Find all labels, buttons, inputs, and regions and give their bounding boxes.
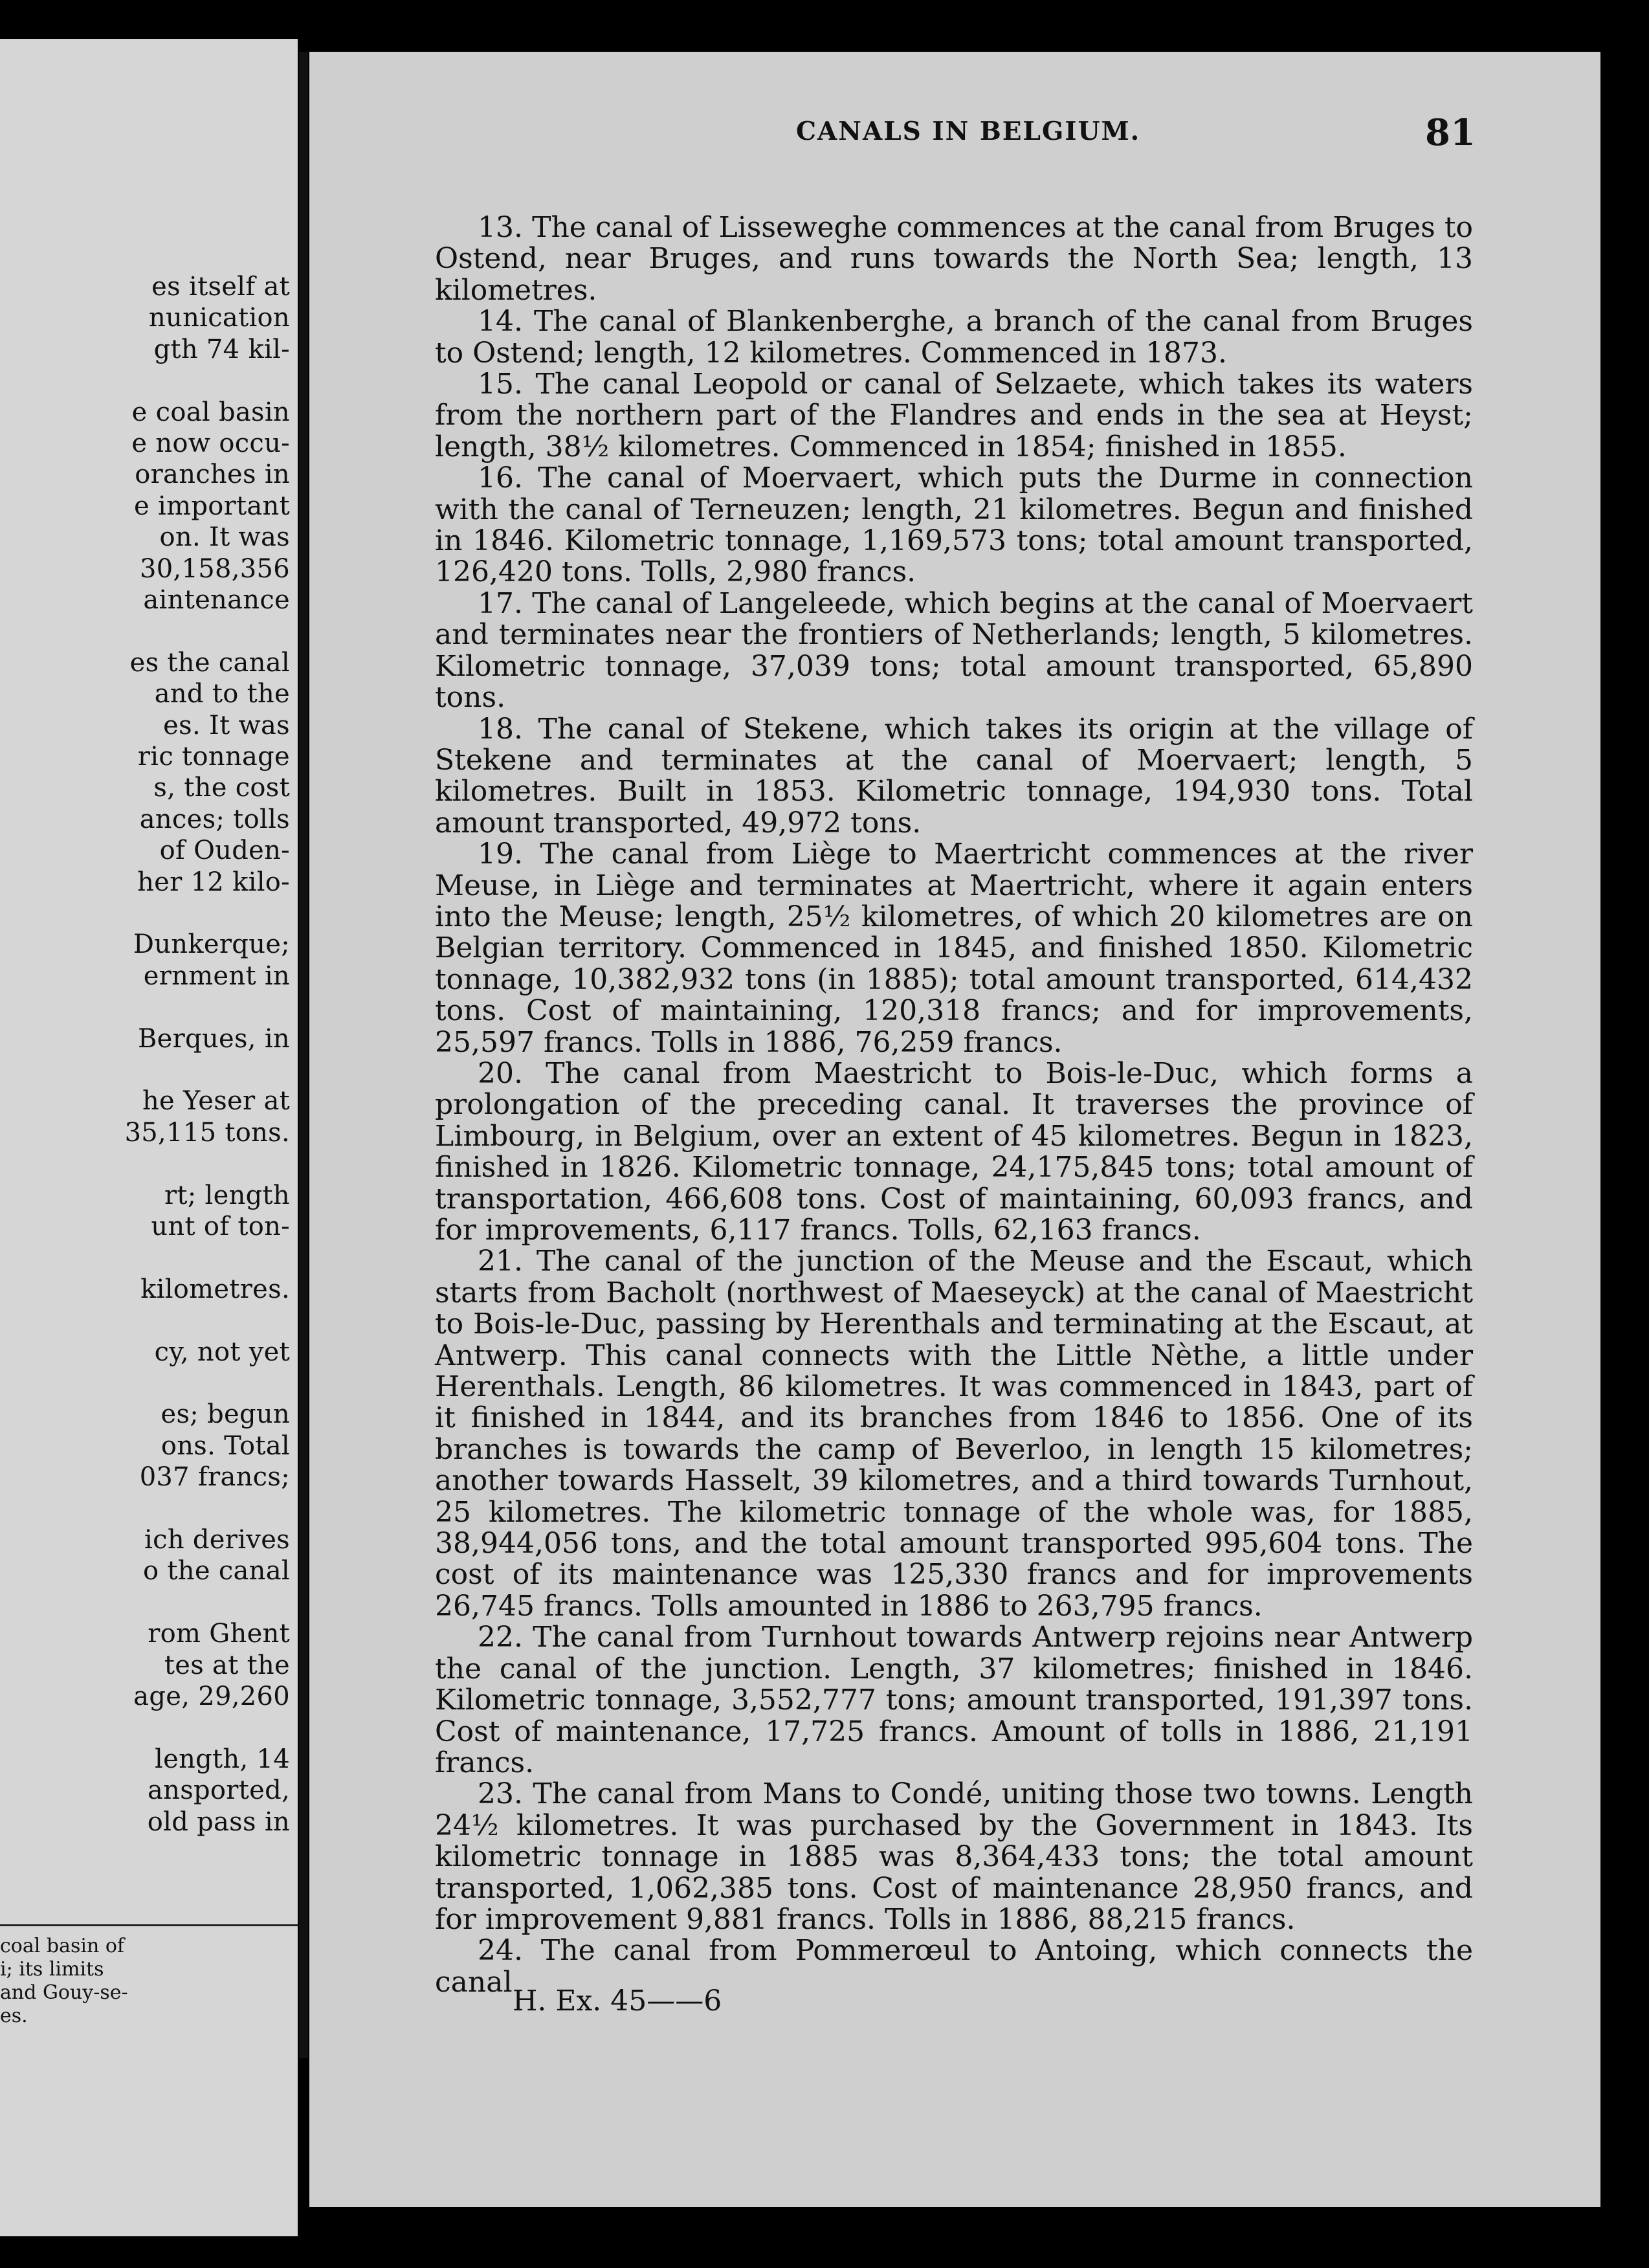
left-line-fragment: age, 29,260 xyxy=(133,1682,290,1711)
left-line-fragment: 30,158,356 xyxy=(139,553,290,584)
left-footnote-line: coal basin of xyxy=(0,1935,124,1957)
left-footnote-line: es. xyxy=(0,2005,28,2027)
left-footnote-line: i; its limits xyxy=(0,1958,104,1981)
book-spine xyxy=(299,52,308,2058)
paragraph-20: 20. The canal from Maestricht to Bois-le-Duc, which forms a prolongation of the preceding canal. It traverses the province of Limbourg, in Belgium, over an extent of 45 kilometres. Begun in 1823, finished in 1826. Kilometric tonnage, 24,175,845 tons; total amount of transportation, 466,608 tons. Cost of maintaining, 60,093 francs, and for improvements, 6,117 francs. Tolls, 62,163 francs. xyxy=(435,1056,1473,1247)
left-line-fragment: Berques, in xyxy=(137,1023,290,1054)
left-line-fragment: he Yeser at xyxy=(142,1086,290,1117)
left-line-fragment: and to the xyxy=(154,679,290,709)
left-line-fragment: nunication xyxy=(148,303,290,333)
left-footnote-line: and Gouy-se- xyxy=(0,1981,128,2004)
printer-signature: H. Ex. 45——6 xyxy=(513,1984,722,2018)
paragraph-14: 14. The canal of Blankenberghe, a branch of the canal from Bruges to Ostend; length, 12 kilometres. Commenced in 1873. xyxy=(435,305,1473,370)
paragraph-18: 18. The canal of Stekene, which takes its origin at the village of Stekene and terminates at the canal of Moervaert; length, 5 kilometres. Built in 1853. Kilometric tonnage, 194,930 tons. Total amount transported, 49,972 tons. xyxy=(435,712,1473,839)
left-line-fragment: ernment in xyxy=(143,961,290,991)
left-line-fragment: aintenance xyxy=(143,585,290,615)
left-line-fragment: e important xyxy=(134,491,290,521)
left-line-fragment: o the canal xyxy=(143,1556,290,1586)
page-body xyxy=(435,212,1473,1998)
paragraph-15: 15. The canal Leopold or canal of Selzaete, which takes its waters from the northern part of the Flandres and ends in the sea at Heyst; length, 38½ kilometres. Commenced in 1854; finished in 1855. xyxy=(435,368,1473,463)
left-line-fragment: ansported, xyxy=(147,1775,290,1806)
paragraph-19: 19. The canal from Liège to Maertricht commences at the river Meuse, in Liège and terminates at Maertricht, where it again enters into the Meuse; length, 25½ kilometres, of which 20 kilometres are on Belgian territory. Commenced in 1845, and finished 1850. Kilometric tonnage, 10,382,932 tons (in 1885); total amount transported, 614,432 tons. Cost of maintaining, 120,318 francs; and for improvements, 25,597 francs. Tolls in 1886, 76,259 francs. xyxy=(435,838,1473,1059)
left-line-fragment: e coal basin xyxy=(131,397,290,427)
paragraph-23: 23. The canal from Mans to Condé, uniting those two towns. Length 24½ kilometres. It was purchased by the Government in 1843. Its kilometric tonnage in 1885 was 8,364,433 tons; the total amount transported, 1,062,385 tons. Cost of maintenance 28,950 francs, and for improvement 9,881 francs. Tolls in 1886, 88,215 francs. xyxy=(435,1777,1473,1936)
left-line-fragment: on. It was xyxy=(159,522,290,553)
left-line-fragment: ich derives xyxy=(144,1525,290,1555)
left-line-fragment: Dunkerque; xyxy=(133,929,290,960)
paragraph-22: 22. The canal from Turnhout towards Antwerp rejoins near Antwerp the canal of the junction. Length, 37 kilometres; finished in 1846. Kilometric tonnage, 3,552,777 tons; amount transported, 191,397 tons. Cost of maintenance, 17,725 francs. Amount of tolls in 1886, 21,191 francs. xyxy=(435,1621,1473,1779)
left-line-fragment: of Ouden- xyxy=(159,836,290,866)
left-line-fragment: ons. Total xyxy=(160,1430,290,1461)
paragraph-21: 21. The canal of the junction of the Meuse and the Escaut, which starts from Bacholt (northwest of Maeseyck) at the canal of Maestricht to Bois-le-Duc, passing by Herenthals and terminating at the Escaut, at Antwerp. This canal connects with the Little Nèthe, a little under Herenthals. Length, 86 kilometres. It was commenced in 1843, part of it finished in 1844, and its branches from 1846 to 1856. One of its branches is towards the camp of Beverloo, in length 15 kilometres; another towards Hasselt, 39 kilometres, and a third towards Turnhout, 25 kilometres. The kilometric tonnage of the whole was, for 1885, 38,944,056 tons, and the total amount transported 995,604 tons. The cost of its maintenance was 125,330 francs and for improvements 26,745 francs. Tolls amounted in 1886 to 263,795 francs. xyxy=(435,1245,1473,1623)
paragraph-13: 13. The canal of Lisseweghe commences at the canal from Bruges to Ostend, near Bruges, and runs towards the North Sea; length, 13 kilometres. xyxy=(435,211,1473,307)
left-line-fragment: oranches in xyxy=(135,460,290,490)
left-line-fragment: her 12 kilo- xyxy=(137,867,290,897)
left-line-fragment: kilometres. xyxy=(140,1274,290,1304)
page-header xyxy=(309,111,1600,159)
left-line-fragment: gth 74 kil- xyxy=(153,334,290,364)
left-line-fragment: e now occu- xyxy=(131,428,290,458)
left-line-fragment: ric tonnage xyxy=(137,742,290,772)
left-line-fragment: cy, not yet xyxy=(154,1337,290,1367)
left-line-fragment: es. It was xyxy=(163,710,290,740)
left-line-fragment: es; begun xyxy=(160,1399,290,1430)
footnote-rule xyxy=(0,1924,298,1926)
paragraph-17: 17. The canal of Langeleede, which begins at the canal of Moervaert and terminates near the frontiers of Netherlands; length, 5 kilometres. Kilometric tonnage, 37,039 tons; total amount transported, 65,890 tons. xyxy=(435,586,1473,715)
left-line-fragment: rt; length xyxy=(164,1180,290,1210)
left-line-fragment: old pass in xyxy=(147,1807,290,1837)
left-line-fragment: es the canal xyxy=(129,647,290,678)
left-line-fragment: unt of ton- xyxy=(151,1212,290,1241)
left-line-fragment: rom Ghent xyxy=(148,1619,290,1649)
paragraph-24: 24. The canal from Pommerœul to Antoing, which connects the canal xyxy=(435,1934,1473,1999)
left-line-fragment: 037 francs; xyxy=(139,1462,290,1493)
left-line-fragment: s, the cost xyxy=(153,773,290,803)
left-line-fragment: length, 14 xyxy=(155,1744,290,1774)
left-facing-page xyxy=(0,39,298,2236)
left-line-fragment: ances; tolls xyxy=(139,804,290,834)
running-head: CANALS IN BELGIUM. xyxy=(796,117,1141,146)
left-line-fragment: 35,115 tons. xyxy=(124,1117,290,1148)
paragraph-16: 16. The canal of Moervaert, which puts the Durme in connection with the canal of Terneuzen; length, 21 kilometres. Begun and finished in 1846. Kilometric tonnage, 1,169,573 tons; total amount transported, 126,420 tons. Tolls, 2,980 francs. xyxy=(435,461,1473,589)
page-number: 81 xyxy=(1425,111,1476,154)
left-line-fragment: es itself at xyxy=(151,272,290,302)
left-line-fragment: tes at the xyxy=(164,1650,290,1680)
